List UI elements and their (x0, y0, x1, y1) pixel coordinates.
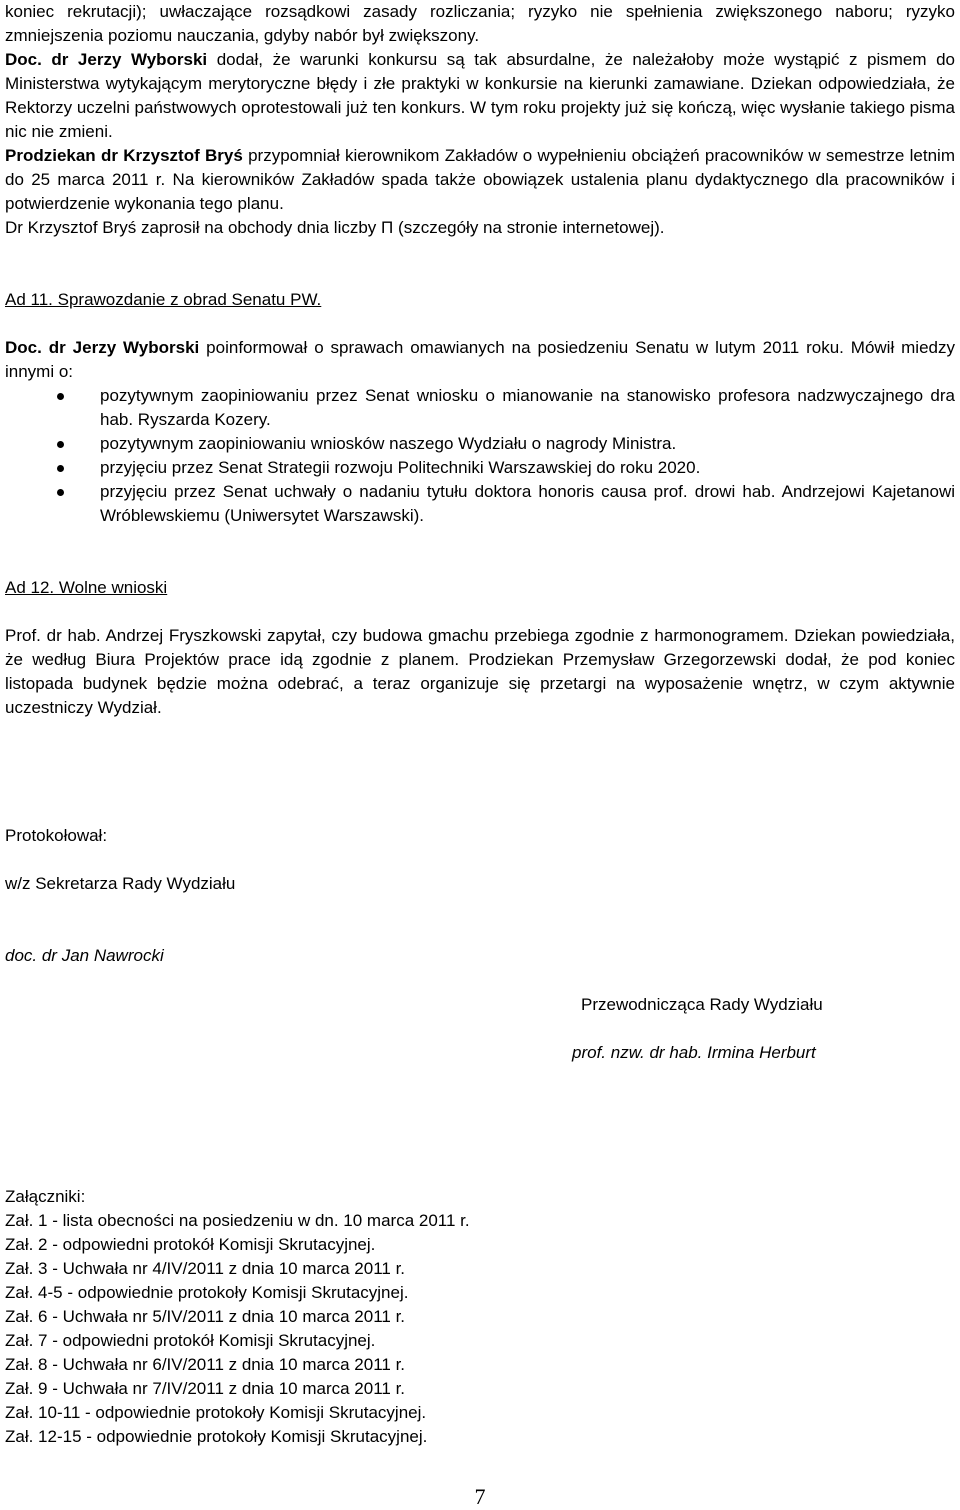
secretary-name: doc. dr Jan Nawrocki (5, 946, 164, 965)
list-item: Zał. 10-11 - odpowiednie protokoły Komisji Skrutacyjnej. (5, 1403, 427, 1422)
list-item (5, 432, 955, 456)
paragraph-senat-intro (5, 336, 955, 384)
chair-role: Przewodnicząca Rady Wydziału (581, 995, 823, 1014)
speaker-name: Prodziekan dr Krzysztof Bryś (5, 146, 243, 165)
list-item: Zał. 9 - Uchwała nr 7/IV/2011 z dnia 10 marca 2011 r. (5, 1379, 406, 1398)
bullet-icon (57, 465, 64, 472)
section-10-continuation (5, 0, 955, 240)
section-11 (5, 288, 955, 312)
signature-role-left-row (5, 872, 955, 896)
attachments-section (5, 1185, 955, 1449)
protokolowal-label: Protokołował: (5, 826, 108, 845)
list-item (5, 456, 955, 480)
section-12-body (5, 624, 955, 720)
bullet-icon (57, 441, 64, 448)
list-item-text: przyjęciu przez Senat uchwały o nadaniu tytułu doktora honoris causa prof. drowi hab. Andrzejowi Kajetanowi Wróblewskiemu (Uniwersytet Warszawski). (100, 482, 955, 525)
list-item: Zał. 3 - Uchwała nr 4/IV/2011 z dnia 10 marca 2011 r. (5, 1259, 406, 1278)
senat-topics-list (5, 384, 955, 528)
list-item: Zał. 6 - Uchwała nr 5/IV/2011 z dnia 10 marca 2011 r. (5, 1307, 406, 1326)
speaker-name: Doc. dr Jerzy Wyborski (5, 338, 200, 357)
list-item-text: pozytywnym zaopiniowaniu wniosków naszego Wydziału o nagrody Ministra. (100, 434, 677, 453)
list-item-text: pozytywnym zaopiniowaniu przez Senat wniosku o mianowanie na stanowisko profesora nadzwyczajnego dra hab. Ryszarda Kozery. (100, 386, 955, 429)
list-item (5, 480, 955, 528)
section-heading: Ad 11. Sprawozdanie z obrad Senatu PW. (5, 290, 322, 309)
paragraph-text: przypomniał kierownikom Zakładów o wypełnieniu obciążeń pracowników w semestrze letnim do 25 marca 2011 r. Na kierowników Zakładów spada także obowiązek ustalenia planu dydaktycznego dla pracowników i potwierdzenie wykonania tego planu. (5, 146, 955, 213)
document-page (5, 0, 955, 1509)
attachments-heading: Załączniki: (5, 1187, 86, 1206)
paragraph-risks: koniec rekrutacji); uwłaczające rozsądkowi zasady rozliczania; ryzyko nie spełnienia zwiększonego naboru; ryzyko zmniejszenia poziomu nauczania, gdyby nabór był zwiększony. (5, 2, 955, 45)
signature-block (5, 824, 955, 848)
paragraph-text: dodał, że warunki konkursu są tak absurdalne, że należałoby może wystąpić z pismem do Ministerstwa wytykającym merytoryczne błędy i złe praktyki w konkursie na kierunki zamawiane. Dziekan odpowiedziała, że Rektorzy uczelni państwowych oprotestowali już ten konkurs. W tym roku projekty już się kończą, więc wysłanie takiego pisma nic nie zmieni. (5, 50, 956, 141)
paragraph-brys (5, 144, 955, 216)
attachments-list (5, 1209, 955, 1449)
list-item: Zał. 8 - Uchwała nr 6/IV/2011 z dnia 10 marca 2011 r. (5, 1355, 406, 1374)
paragraph-pi-day: Dr Krzysztof Bryś zaprosił na obchody dnia liczby Π (szczegóły na stronie internetowej). (5, 218, 665, 237)
paragraph-building: Prof. dr hab. Andrzej Fryszkowski zapytał, czy budowa gmachu przebiega zgodnie z harmonogramem. Dziekan powiedziała, że według Biura Projektów prace idą zgodnie z planem. Prodziekan Przemysław Grzegorzewski dodał, że pod koniec listopada budynek będzie można odebrać, a teraz organizuje się przetargi na wyposażenie wnętrz, w czym aktywnie uczestniczy Wydział. (5, 626, 955, 717)
list-item (5, 384, 955, 432)
list-item: Zał. 2 - odpowiedni protokół Komisji Skrutacyjnej. (5, 1235, 376, 1254)
signature-role-right-row (581, 993, 960, 1017)
paragraph-text: poinformował o sprawach omawianych na posiedzeniu Senatu w lutym 2011 roku. Mówił miedzy innymi o: (5, 338, 955, 381)
signature-name-right-row (572, 1041, 952, 1065)
list-item: Zał. 12-15 - odpowiednie protokoły Komisji Skrutacyjnej. (5, 1427, 428, 1446)
bullet-icon (57, 393, 64, 400)
speaker-name: Doc. dr Jerzy Wyborski (5, 50, 208, 69)
page-number: 7 (474, 1484, 486, 1509)
signature-name-left-row (5, 944, 955, 968)
bullet-icon (57, 489, 64, 496)
list-item-text: przyjęciu przez Senat Strategii rozwoju Politechniki Warszawskiej do roku 2020. (100, 458, 701, 477)
section-12 (5, 576, 955, 600)
secretary-role: w/z Sekretarza Rady Wydziału (5, 874, 236, 893)
list-item: Zał. 7 - odpowiedni protokół Komisji Skrutacyjnej. (5, 1331, 376, 1350)
section-heading: Ad 12. Wolne wnioski (5, 578, 168, 597)
list-item: Zał. 1 - lista obecności na posiedzeniu w dn. 10 marca 2011 r. (5, 1211, 470, 1230)
paragraph-wyborski (5, 48, 955, 144)
list-item: Zał. 4-5 - odpowiednie protokoły Komisji Skrutacyjnej. (5, 1283, 409, 1302)
chair-name: prof. nzw. dr hab. Irmina Herburt (572, 1043, 816, 1062)
section-11-body (5, 336, 955, 528)
